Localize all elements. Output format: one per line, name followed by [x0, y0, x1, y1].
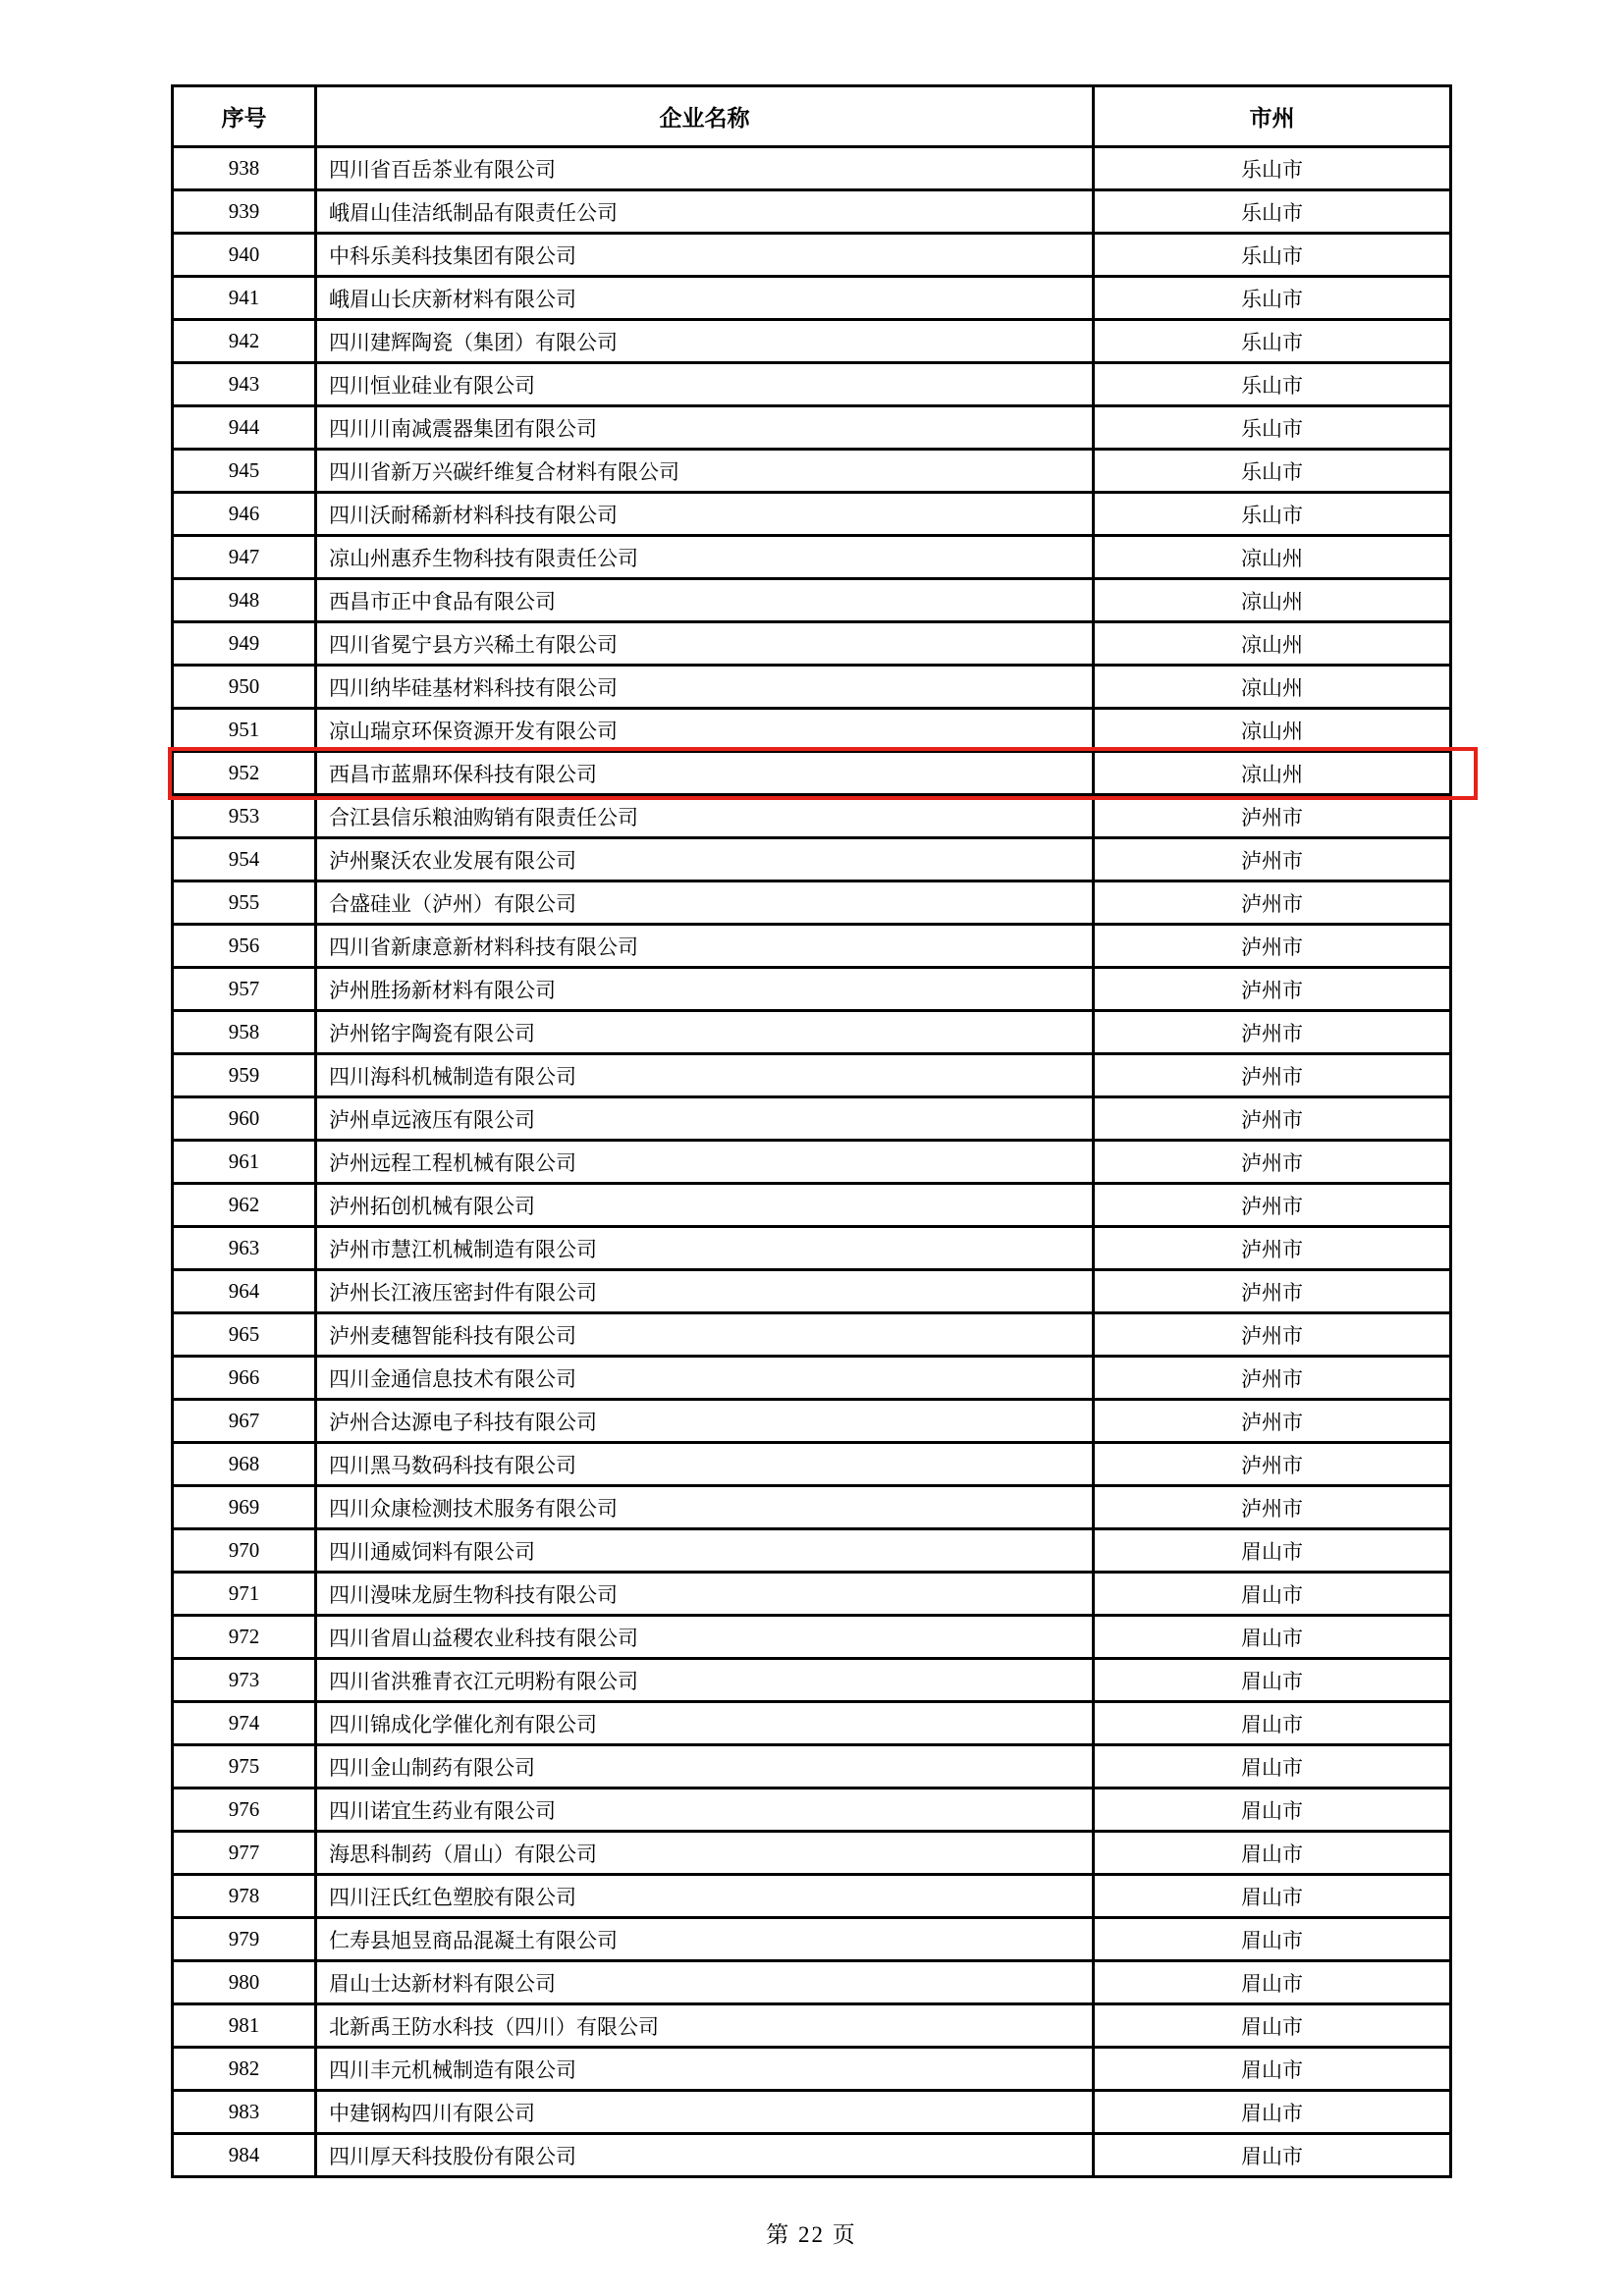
- cell-seq: 977: [173, 1832, 316, 1875]
- cell-seq: 949: [173, 622, 316, 666]
- table-row: [173, 147, 1451, 190]
- cell-seq: 945: [173, 450, 316, 493]
- table-row: [173, 752, 1451, 795]
- cell-company: 西昌市正中食品有限公司: [316, 579, 1094, 622]
- cell-seq: 946: [173, 493, 316, 536]
- table-row: [173, 1832, 1451, 1875]
- table-row: [173, 2004, 1451, 2048]
- cell-seq: 938: [173, 147, 316, 190]
- cell-seq: 942: [173, 320, 316, 363]
- cell-city: 泸州市: [1094, 1054, 1451, 1097]
- cell-city: 眉山市: [1094, 1702, 1451, 1745]
- cell-city: 泸州市: [1094, 1400, 1451, 1443]
- cell-company: 西昌市蓝鼎环保科技有限公司: [316, 752, 1094, 795]
- cell-city: 眉山市: [1094, 1789, 1451, 1832]
- table-row: [173, 1184, 1451, 1227]
- cell-seq: 970: [173, 1529, 316, 1573]
- cell-company: 四川众康检测技术服务有限公司: [316, 1486, 1094, 1529]
- cell-city: 凉山州: [1094, 666, 1451, 709]
- cell-city: 泸州市: [1094, 1357, 1451, 1400]
- cell-company: 四川漫味龙厨生物科技有限公司: [316, 1573, 1094, 1616]
- header-seq: 序号: [173, 86, 316, 147]
- table-row: [173, 406, 1451, 450]
- cell-company: 仁寿县旭昱商品混凝土有限公司: [316, 1918, 1094, 1961]
- table-row: [173, 1616, 1451, 1659]
- table-row: [173, 709, 1451, 752]
- cell-seq: 944: [173, 406, 316, 450]
- cell-company: 眉山士达新材料有限公司: [316, 1961, 1094, 2004]
- table-row: [173, 1141, 1451, 1184]
- cell-company: 四川沃耐稀新材料科技有限公司: [316, 493, 1094, 536]
- cell-city: 凉山州: [1094, 622, 1451, 666]
- cell-company: 四川省百岳茶业有限公司: [316, 147, 1094, 190]
- cell-seq: 966: [173, 1357, 316, 1400]
- cell-seq: 978: [173, 1875, 316, 1918]
- table-row: [173, 536, 1451, 579]
- table-row: [173, 1270, 1451, 1313]
- cell-company: 峨眉山佳洁纸制品有限责任公司: [316, 190, 1094, 234]
- cell-city: 凉山州: [1094, 536, 1451, 579]
- cell-city: 凉山州: [1094, 709, 1451, 752]
- cell-city: 凉山州: [1094, 752, 1451, 795]
- cell-city: 眉山市: [1094, 1616, 1451, 1659]
- table-row: [173, 1745, 1451, 1789]
- table-row: [173, 1400, 1451, 1443]
- cell-company: 北新禹王防水科技（四川）有限公司: [316, 2004, 1094, 2048]
- cell-company: 泸州铭宇陶瓷有限公司: [316, 1011, 1094, 1054]
- table-row: [173, 1443, 1451, 1486]
- cell-seq: 947: [173, 536, 316, 579]
- cell-city: 泸州市: [1094, 1313, 1451, 1357]
- table-row: [173, 795, 1451, 838]
- table-row: [173, 363, 1451, 406]
- cell-company: 四川通威饲料有限公司: [316, 1529, 1094, 1573]
- cell-city: 泸州市: [1094, 1443, 1451, 1486]
- cell-seq: 974: [173, 1702, 316, 1745]
- cell-seq: 952: [173, 752, 316, 795]
- cell-company: 中科乐美科技集团有限公司: [316, 234, 1094, 277]
- cell-company: 四川省新万兴碳纤维复合材料有限公司: [316, 450, 1094, 493]
- cell-city: 眉山市: [1094, 1745, 1451, 1789]
- cell-company: 四川金山制药有限公司: [316, 1745, 1094, 1789]
- cell-city: 乐山市: [1094, 277, 1451, 320]
- cell-seq: 953: [173, 795, 316, 838]
- header-company: 企业名称: [316, 86, 1094, 147]
- table-row: [173, 1529, 1451, 1573]
- cell-city: 眉山市: [1094, 2048, 1451, 2091]
- cell-company: 中建钢构四川有限公司: [316, 2091, 1094, 2134]
- cell-company: 泸州卓远液压有限公司: [316, 1097, 1094, 1141]
- table-row: [173, 234, 1451, 277]
- cell-company: 凉山瑞京环保资源开发有限公司: [316, 709, 1094, 752]
- cell-city: 眉山市: [1094, 1918, 1451, 1961]
- table-row: [173, 1357, 1451, 1400]
- table-row: [173, 1918, 1451, 1961]
- cell-city: 泸州市: [1094, 1011, 1451, 1054]
- cell-company: 泸州长江液压密封件有限公司: [316, 1270, 1094, 1313]
- cell-company: 峨眉山长庆新材料有限公司: [316, 277, 1094, 320]
- cell-company: 泸州远程工程机械有限公司: [316, 1141, 1094, 1184]
- cell-seq: 941: [173, 277, 316, 320]
- cell-seq: 958: [173, 1011, 316, 1054]
- cell-company: 合江县信乐粮油购销有限责任公司: [316, 795, 1094, 838]
- cell-company: 四川金通信息技术有限公司: [316, 1357, 1094, 1400]
- cell-city: 乐山市: [1094, 450, 1451, 493]
- cell-seq: 960: [173, 1097, 316, 1141]
- cell-city: 眉山市: [1094, 2134, 1451, 2177]
- cell-city: 眉山市: [1094, 1875, 1451, 1918]
- cell-city: 泸州市: [1094, 1227, 1451, 1270]
- cell-seq: 954: [173, 838, 316, 881]
- cell-seq: 975: [173, 1745, 316, 1789]
- cell-city: 乐山市: [1094, 147, 1451, 190]
- cell-company: 四川省眉山益稷农业科技有限公司: [316, 1616, 1094, 1659]
- cell-seq: 956: [173, 925, 316, 968]
- cell-company: 四川恒业硅业有限公司: [316, 363, 1094, 406]
- table-row: [173, 1659, 1451, 1702]
- table-row: [173, 1054, 1451, 1097]
- table-row: [173, 2048, 1451, 2091]
- cell-seq: 973: [173, 1659, 316, 1702]
- table-row: [173, 1011, 1451, 1054]
- cell-city: 眉山市: [1094, 2004, 1451, 2048]
- table-row: [173, 1486, 1451, 1529]
- table-row: [173, 320, 1451, 363]
- table-row: [173, 968, 1451, 1011]
- cell-company: 四川川南减震器集团有限公司: [316, 406, 1094, 450]
- cell-seq: 951: [173, 709, 316, 752]
- cell-company: 四川黑马数码科技有限公司: [316, 1443, 1094, 1486]
- cell-company: 泸州胜扬新材料有限公司: [316, 968, 1094, 1011]
- cell-company: 四川省新康意新材料科技有限公司: [316, 925, 1094, 968]
- cell-company: 合盛硅业（泸州）有限公司: [316, 881, 1094, 925]
- page-number: 第 22 页: [766, 2222, 857, 2247]
- cell-city: 眉山市: [1094, 1659, 1451, 1702]
- table-row: [173, 1702, 1451, 1745]
- table-row: [173, 881, 1451, 925]
- table-row: [173, 1573, 1451, 1616]
- table-row: [173, 450, 1451, 493]
- cell-seq: 979: [173, 1918, 316, 1961]
- cell-company: 四川丰元机械制造有限公司: [316, 2048, 1094, 2091]
- cell-seq: 961: [173, 1141, 316, 1184]
- table-row: [173, 2134, 1451, 2177]
- cell-city: 泸州市: [1094, 968, 1451, 1011]
- cell-city: 眉山市: [1094, 1573, 1451, 1616]
- cell-city: 泸州市: [1094, 1486, 1451, 1529]
- table-row: [173, 2091, 1451, 2134]
- cell-seq: 948: [173, 579, 316, 622]
- cell-seq: 968: [173, 1443, 316, 1486]
- table-row: [173, 622, 1451, 666]
- cell-seq: 980: [173, 1961, 316, 2004]
- cell-seq: 959: [173, 1054, 316, 1097]
- table-row: [173, 1227, 1451, 1270]
- cell-company: 泸州合达源电子科技有限公司: [316, 1400, 1094, 1443]
- cell-company: 四川建辉陶瓷（集团）有限公司: [316, 320, 1094, 363]
- table-row: [173, 493, 1451, 536]
- table-row: [173, 1097, 1451, 1141]
- table-row: [173, 838, 1451, 881]
- table-header-row: [173, 86, 1451, 147]
- cell-city: 眉山市: [1094, 1961, 1451, 2004]
- cell-city: 眉山市: [1094, 1832, 1451, 1875]
- cell-city: 泸州市: [1094, 1270, 1451, 1313]
- cell-city: 乐山市: [1094, 190, 1451, 234]
- cell-seq: 962: [173, 1184, 316, 1227]
- header-city: 市州: [1094, 86, 1451, 147]
- cell-city: 泸州市: [1094, 1184, 1451, 1227]
- table-row: [173, 1789, 1451, 1832]
- cell-company: 四川诺宜生药业有限公司: [316, 1789, 1094, 1832]
- cell-seq: 950: [173, 666, 316, 709]
- cell-city: 眉山市: [1094, 1529, 1451, 1573]
- cell-company: 泸州市慧江机械制造有限公司: [316, 1227, 1094, 1270]
- cell-seq: 983: [173, 2091, 316, 2134]
- cell-city: 泸州市: [1094, 1097, 1451, 1141]
- table-row: [173, 925, 1451, 968]
- cell-seq: 964: [173, 1270, 316, 1313]
- cell-company: 海思科制药（眉山）有限公司: [316, 1832, 1094, 1875]
- cell-company: 四川厚天科技股份有限公司: [316, 2134, 1094, 2177]
- table-row: [173, 579, 1451, 622]
- cell-company: 四川锦成化学催化剂有限公司: [316, 1702, 1094, 1745]
- cell-city: 乐山市: [1094, 406, 1451, 450]
- cell-company: 四川省洪雅青衣江元明粉有限公司: [316, 1659, 1094, 1702]
- cell-seq: 939: [173, 190, 316, 234]
- cell-seq: 971: [173, 1573, 316, 1616]
- cell-city: 乐山市: [1094, 363, 1451, 406]
- cell-seq: 976: [173, 1789, 316, 1832]
- cell-city: 乐山市: [1094, 320, 1451, 363]
- cell-company: 四川汪氏红色塑胶有限公司: [316, 1875, 1094, 1918]
- table-row: [173, 1313, 1451, 1357]
- cell-city: 泸州市: [1094, 881, 1451, 925]
- cell-city: 泸州市: [1094, 1141, 1451, 1184]
- cell-seq: 957: [173, 968, 316, 1011]
- cell-city: 凉山州: [1094, 579, 1451, 622]
- cell-seq: 943: [173, 363, 316, 406]
- cell-seq: 967: [173, 1400, 316, 1443]
- cell-seq: 963: [173, 1227, 316, 1270]
- table-row: [173, 190, 1451, 234]
- cell-seq: 965: [173, 1313, 316, 1357]
- table-row: [173, 277, 1451, 320]
- cell-seq: 982: [173, 2048, 316, 2091]
- table-body: [173, 147, 1451, 2177]
- cell-company: 凉山州惠乔生物科技有限责任公司: [316, 536, 1094, 579]
- table-row: [173, 1961, 1451, 2004]
- cell-city: 眉山市: [1094, 2091, 1451, 2134]
- cell-seq: 940: [173, 234, 316, 277]
- cell-company: 泸州聚沃农业发展有限公司: [316, 838, 1094, 881]
- cell-city: 泸州市: [1094, 838, 1451, 881]
- cell-city: 乐山市: [1094, 493, 1451, 536]
- cell-company: 泸州麦穗智能科技有限公司: [316, 1313, 1094, 1357]
- cell-company: 泸州拓创机械有限公司: [316, 1184, 1094, 1227]
- cell-company: 四川省冕宁县方兴稀土有限公司: [316, 622, 1094, 666]
- cell-city: 乐山市: [1094, 234, 1451, 277]
- cell-seq: 984: [173, 2134, 316, 2177]
- cell-company: 四川纳毕硅基材料科技有限公司: [316, 666, 1094, 709]
- table-row: [173, 666, 1451, 709]
- cell-city: 泸州市: [1094, 925, 1451, 968]
- cell-seq: 969: [173, 1486, 316, 1529]
- company-table: [171, 84, 1452, 2178]
- cell-seq: 981: [173, 2004, 316, 2048]
- cell-seq: 955: [173, 881, 316, 925]
- cell-city: 泸州市: [1094, 795, 1451, 838]
- table-row: [173, 1875, 1451, 1918]
- cell-seq: 972: [173, 1616, 316, 1659]
- cell-company: 四川海科机械制造有限公司: [316, 1054, 1094, 1097]
